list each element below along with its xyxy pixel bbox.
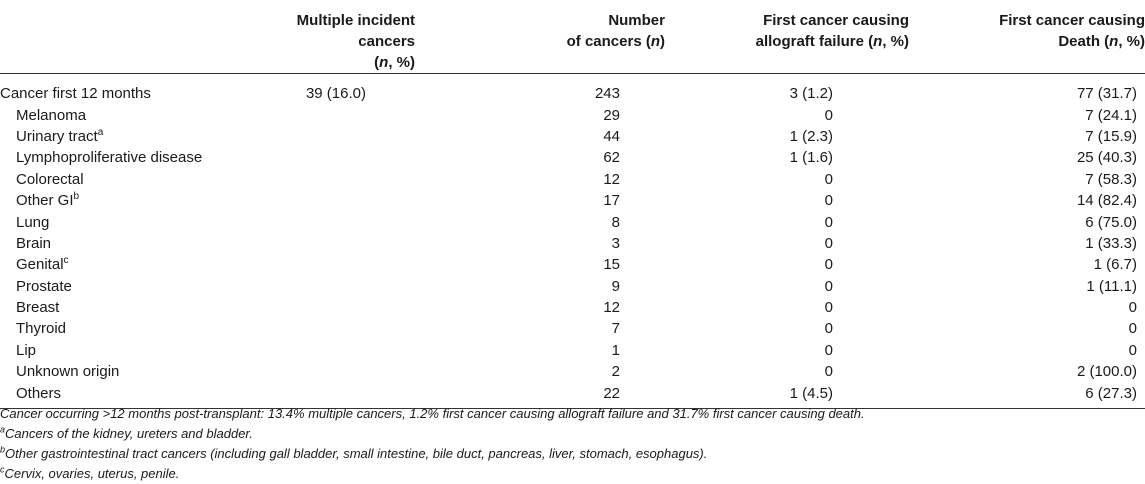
row-label: Other $GI^b$ <box>16 191 80 210</box>
cell-multiple <box>245 318 465 339</box>
table-row <box>0 318 1145 339</box>
table-row <box>0 254 1145 275</box>
table-row <box>0 126 1145 147</box>
cell-number: 17 <box>603 192 620 210</box>
table-row <box>0 169 1145 190</box>
cell-number: 3 <box>611 234 620 252</box>
cell-multiple <box>245 169 465 190</box>
cell-death: 7 (58.3) <box>1085 170 1137 188</box>
row-label: Genital$^c$ <box>16 255 69 274</box>
header-allograft-failure: First cancer causing allograft failure (n, %) <box>685 0 915 74</box>
cell-multiple <box>245 211 465 232</box>
row-label: Urinary tract$^a$ <box>16 126 104 145</box>
cell-allograft-failure: 0 <box>824 106 833 124</box>
footnote-c: $^c$Cervix, ovaries, uterus, penile. <box>0 464 180 481</box>
table-row <box>0 211 1145 232</box>
header-multiple-incident-cancers: Multiple incident cancers (n, %) <box>245 0 465 74</box>
row-label: Melanoma <box>16 106 87 124</box>
cell-number: 12 <box>603 170 620 188</box>
cell-multiple <box>245 361 465 382</box>
row-label: Thyroid <box>16 320 67 338</box>
cell-death: 1 (6.7) <box>1093 256 1137 274</box>
cell-death: 6 (27.3) <box>915 382 1145 408</box>
cell-number: 2 <box>611 363 620 381</box>
row-label: Others <box>0 382 245 408</box>
cell-multiple <box>245 254 465 275</box>
cell-allograft-failure: 0 <box>824 213 833 231</box>
cell-allograft-failure: 0 <box>824 299 833 317</box>
cell-death: 25 (40.3) <box>1076 149 1137 167</box>
table-body <box>0 74 1145 409</box>
cell-number: 12 <box>603 299 620 317</box>
cell-multiple <box>245 276 465 297</box>
cell-multiple <box>245 147 465 168</box>
table-footnotes <box>0 404 1145 484</box>
cell-allograft-failure: 0 <box>824 277 833 295</box>
table-row <box>0 104 1145 125</box>
row-label: Lung <box>16 213 50 231</box>
row-label: Unknown origin <box>16 363 120 381</box>
cell-multiple <box>245 233 465 254</box>
footnote-b: $^b$Other gastrointestinal tract cancers (including gall bladder, small intestine, bile duct, pancreas, liver, stomach, esophagus). <box>0 444 708 461</box>
table-row <box>0 190 1145 211</box>
cell-number: 1 <box>611 341 620 359</box>
cell-multiple <box>245 340 465 361</box>
cell-death: 6 (75.0) <box>1085 213 1137 231</box>
cell-number: 243 <box>594 85 620 103</box>
cell-number: 29 <box>603 106 620 124</box>
cell-number: 9 <box>611 277 620 295</box>
cell-death: 77 (31.7) <box>1076 85 1137 103</box>
cell-allograft-failure: 1 (2.3) <box>789 127 833 145</box>
footnote-main: Cancer occurring >12 months post-transplant: 13.4% multiple cancers, 1.2% first cancer causing allograft failure and 31.7% first cancer causing death. <box>0 406 865 421</box>
cell-number: 44 <box>603 127 620 145</box>
cell-number: 62 <box>603 149 620 167</box>
cell-death: 1 (33.3) <box>1085 234 1137 252</box>
cell-death: 0 <box>1128 320 1137 338</box>
cell-number: 15 <box>603 256 620 274</box>
table-row <box>0 340 1145 361</box>
cell-multiple: 39 (16.0) <box>305 85 366 103</box>
row-label: Brain <box>16 234 52 252</box>
cell-allograft-failure: 0 <box>824 256 833 274</box>
row-label: Prostate <box>16 277 72 295</box>
table-row <box>0 297 1145 318</box>
cell-death: 14 (82.4) <box>1076 192 1137 210</box>
cell-allograft-failure: 0 <box>824 341 833 359</box>
cell-allograft-failure: 3 (1.2) <box>789 85 833 103</box>
footnote-a: $^a$Cancers of the kidney, ureters and bladder. <box>0 424 253 441</box>
table-row <box>0 276 1145 297</box>
row-label: Cancer first 12 months <box>0 85 151 103</box>
row-label: Colorectal <box>16 170 84 188</box>
header-death: First cancer causing Death (n, %) <box>915 0 1145 74</box>
cell-death: 7 (15.9) <box>1085 127 1137 145</box>
cell-death: 0 <box>1128 299 1137 317</box>
cell-allograft-failure: 0 <box>824 192 833 210</box>
row-label: Lip <box>16 341 37 359</box>
header-number-of-cancers: Number of cancers (n) <box>465 0 685 74</box>
table-row <box>0 147 1145 168</box>
cell-death: 1 (11.1) <box>1086 277 1137 295</box>
cell-allograft-failure: 0 <box>824 234 833 252</box>
cell-multiple <box>245 297 465 318</box>
cell-death: 2 (100.0) <box>1076 363 1137 381</box>
table-header <box>0 0 1145 74</box>
table-row <box>0 233 1145 254</box>
cell-allograft-failure: 1 (4.5) <box>685 382 915 408</box>
cell-number: 8 <box>611 213 620 231</box>
table-row <box>0 361 1145 382</box>
cell-allograft-failure: 1 (1.6) <box>789 149 833 167</box>
header-empty <box>0 0 245 74</box>
cell-allograft-failure: 0 <box>824 363 833 381</box>
table-row <box>0 74 1145 105</box>
cell-death: 0 <box>1128 341 1137 359</box>
cell-death: 7 (24.1) <box>1085 106 1137 124</box>
cell-allograft-failure: 0 <box>824 320 833 338</box>
cell-multiple <box>245 104 465 125</box>
cell-number: 22 <box>465 382 685 408</box>
cell-multiple <box>245 190 465 211</box>
row-label: Lymphoproliferative disease <box>16 149 203 167</box>
cell-multiple <box>245 126 465 147</box>
cell-allograft-failure: 0 <box>824 170 833 188</box>
cell-number: 7 <box>611 320 620 338</box>
row-label: Breast <box>16 299 60 317</box>
